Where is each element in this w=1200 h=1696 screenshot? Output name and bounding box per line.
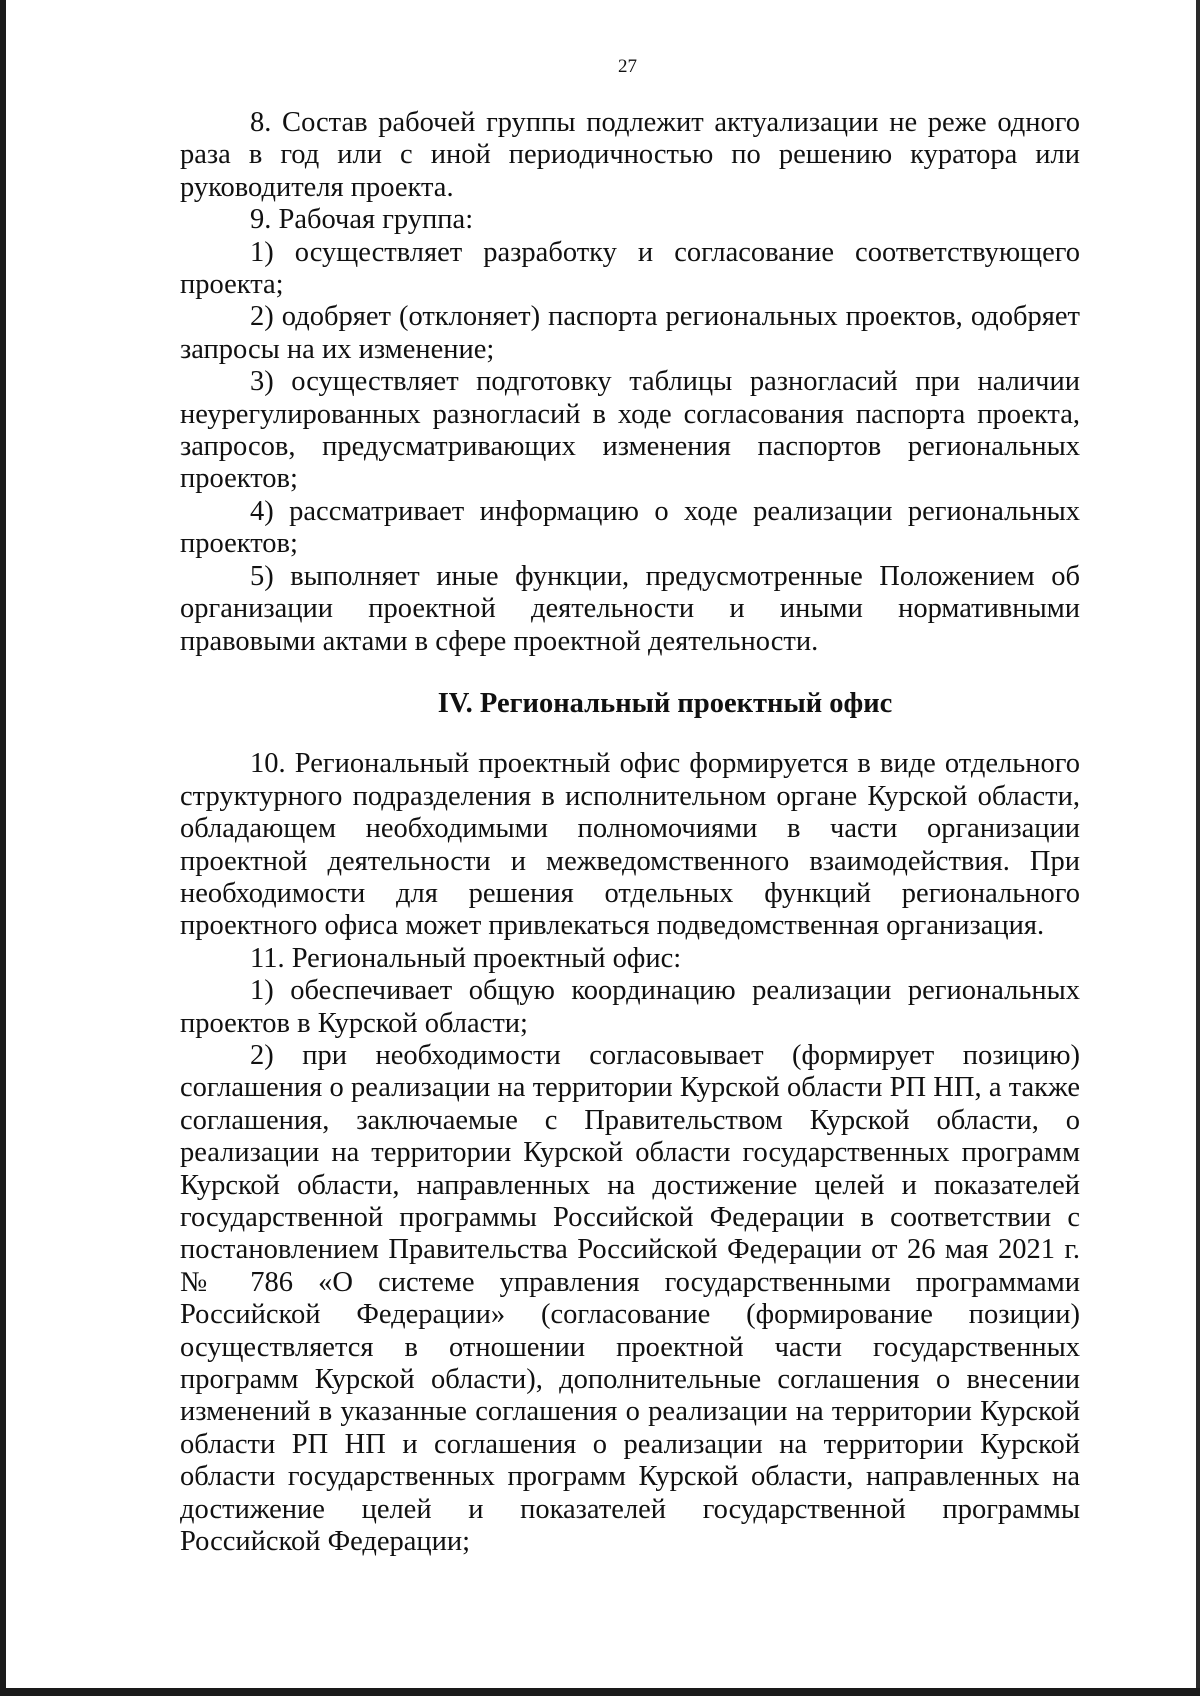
paragraph-11: 11. Региональный проектный офис: — [250, 942, 682, 974]
scan-right-border — [1196, 0, 1200, 1696]
section-heading: IV. Региональный проектный офис — [437, 687, 893, 719]
paragraph-9: 9. Рабочая группа: — [250, 204, 474, 236]
list-item-9-3: 3) осуществляет подготовку таблицы разногласий при наличии неурегулированных разногласий в ходе согласования паспорта проекта, запросов, предусматривающих изменения паспортов региональных проектов; — [180, 366, 1080, 495]
scan-left-border — [0, 0, 6, 1696]
list-item-9-4: 4) рассматривает информацию о ходе реализации региональных проектов; — [180, 495, 1080, 560]
list-item-9-5: 5) выполняет иные функции, предусмотренные Положением об организации проектной деятельности и иными нормативными правовыми актами в сфере проектной деятельности. — [180, 560, 1080, 657]
paragraph-8: 8. Состав рабочей группы подлежит актуализации не реже одного раза в год или с иной периодичностью по решению куратора или руководителя проекта. — [180, 107, 1080, 203]
document-body — [180, 107, 1080, 1558]
scan-bottom-border — [0, 1688, 1200, 1696]
list-item-11-2: 2) при необходимости согласовывает (формирует позицию) соглашения о реализации на территории Курской области РП НП, а также соглашения, заключаемые с Правительством Курской области, о реализации на территории Курской области государственных программ Курской области, направленных на достижение целей и показателей государственной программы Российской Федерации в соответствии с постановлением Правительства Российской Федерации от 26 мая 2021 г. № 786 «О системе управления государственными программами Российской Федерации» (согласование (формирование позиции) осуществляется в отношении проектной части государственных программ Курской области), дополнительные соглашения о внесении изменений в указанные соглашения о реализации на территории Курской области РП НП и соглашения о реализации на территории Курской области государственных программ Курской области, направленных на достижение целей и показателей государственной программы Российской Федерации; — [180, 1039, 1080, 1558]
list-item-11-1: 1) обеспечивает общую координацию реализации региональных проектов в Курской области; — [180, 975, 1080, 1039]
list-item-9-2: 2) одобряет (отклоняет) паспорта региональных проектов, одобряет запросы на их изменение; — [180, 301, 1080, 365]
list-item-9-1: 1) осуществляет разработку и согласование соответствующего проекта; — [180, 236, 1080, 301]
page-number: 27 — [618, 56, 637, 77]
paragraph-10: 10. Региональный проектный офис формируется в виде отдельного структурного подразделения в исполнительном органе Курской области, обладающем необходимыми полномочиями в части организации проектной деятельности и межведомственного взаимодействия. При необходимости для решения отдельных функций регионального проектного офиса может привлекаться подведомственная организация. — [180, 748, 1080, 942]
